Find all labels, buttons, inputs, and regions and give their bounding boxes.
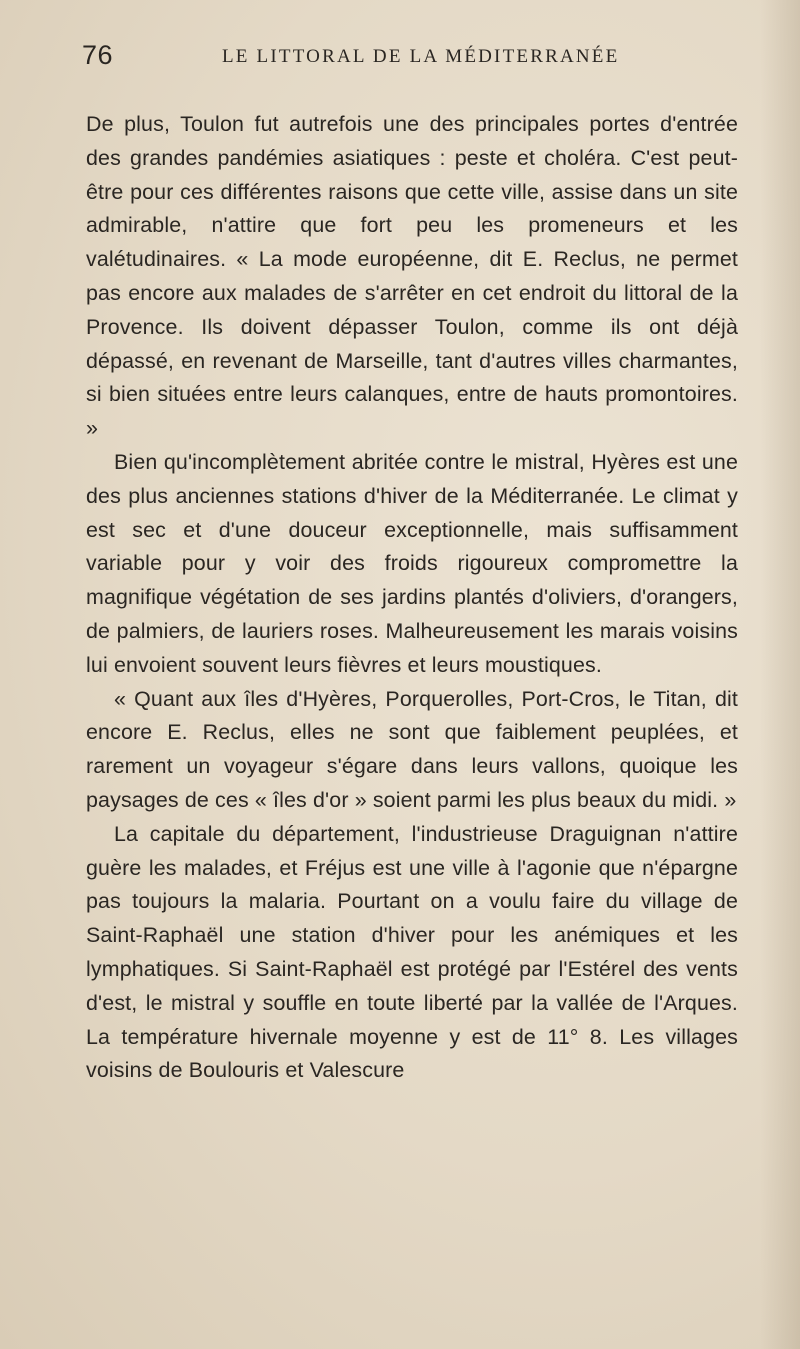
page-edge-shadow: [760, 0, 800, 1349]
page-header: [82, 40, 742, 74]
running-title: LE LITTORAL DE LA MÉDITERRANÉE: [222, 46, 620, 67]
paragraph-toulon: De plus, Toulon fut autrefois une des principales portes d'entrée des grandes pandémies asiatiques : peste et choléra. C'est peut-être pour ces différentes raisons que cette ville, assise dans un site admirable, n'attire que fort peu les promeneurs et les valétudinaires. « La mode européenne, dit E. Reclus, ne permet pas encore aux malades de s'arrêter en cet endroit du littoral de la Provence. Ils doivent dépasser Toulon, comme ils ont déjà dépassé, en revenant de Marseille, tant d'autres villes charmantes, si bien situées entre leurs calanques, entre de hauts promontoires. »: [86, 112, 738, 441]
body-text: [86, 108, 738, 1088]
paragraph-draguignan: La capitale du département, l'industrieuse Draguignan n'attire guère les malades, et Fréjus est une ville à l'agonie que n'épargne pas toujours la malaria. Pourtant on a voulu faire du village de Saint-Raphaël une station d'hiver pour les anémiques et les lymphatiques. Si Saint-Raphaël est protégé par l'Estérel des vents d'est, le mistral y souffle en toute liberté par la vallée de l'Arques. La température hivernale moyenne y est de 11° 8. Les villages voisins de Boulouris et Valescure: [86, 821, 738, 1083]
paragraph-hyeres: Bien qu'incomplètement abritée contre le mistral, Hyères est une des plus anciennes stations d'hiver de la Méditerranée. Le climat y est sec et d'une douceur exceptionnelle, mais suffisamment variable pour y voir des froids rigoureux compromettre la magnifique végétation de ses jardins plantés d'oliviers, d'orangers, de palmiers, de lauriers roses. Malheureusement les marais voisins lui envoient souvent leurs fièvres et leurs moustiques.: [86, 449, 738, 677]
page-number: 76: [82, 40, 114, 70]
paragraph-iles-hyeres: « Quant aux îles d'Hyères, Porquerolles, Port-Cros, le Titan, dit encore E. Reclus, elles ne sont que faiblement peuplées, et rarement un voyageur s'égare dans leurs vallons, quoique les paysages de ces « îles d'or » soient parmi les plus beaux du midi. »: [86, 686, 738, 812]
